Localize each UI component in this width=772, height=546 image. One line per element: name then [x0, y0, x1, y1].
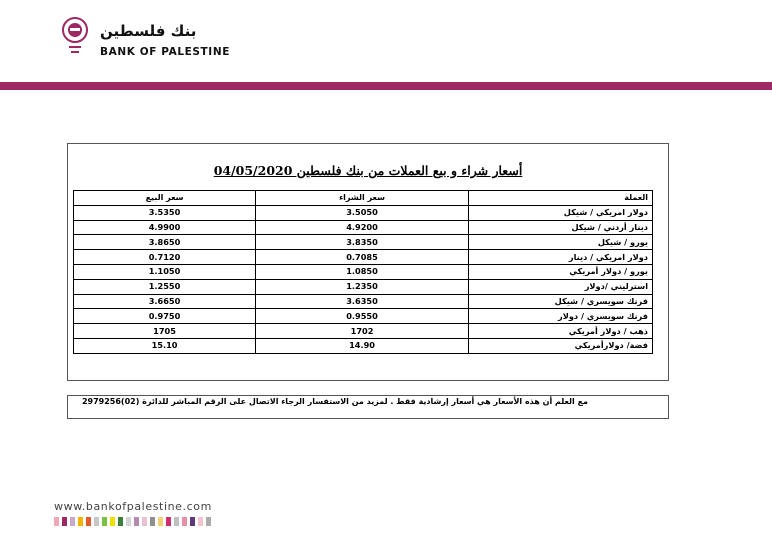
disclaimer-text: مع العلم أن هذه الأسعار هي أسعار إرشادية فقط . لمزيد من الاستفسار الرجاء الاتصال على الرقم المباشر للدائرة (02)2979256	[81, 397, 588, 406]
website-link[interactable]: www.bankofpalestine.com	[54, 500, 212, 513]
page-title	[68, 160, 668, 179]
color-stripe	[94, 517, 99, 526]
color-stripe	[182, 517, 187, 526]
buy-rate: 4.9200	[256, 220, 469, 235]
sell-rate: 1.1050	[74, 264, 256, 279]
currency-pair: يورو / شيكل	[469, 235, 653, 250]
table-row	[74, 250, 653, 265]
color-stripe	[78, 517, 83, 526]
sell-rate: 1.2550	[74, 279, 256, 294]
currency-pair: دينار أردني / شيكل	[469, 220, 653, 235]
color-stripe	[110, 517, 115, 526]
color-stripe	[150, 517, 155, 526]
sell-rate: 1705	[74, 324, 256, 339]
buy-rate: 3.6350	[256, 294, 469, 309]
logo-english-text: BANK OF PALESTINE	[100, 46, 230, 58]
color-stripes	[54, 517, 211, 526]
color-stripe	[62, 517, 67, 526]
table-row	[74, 294, 653, 309]
bank-logo	[60, 16, 230, 66]
currency-pair: فرنك سويسري / شيكل	[469, 294, 653, 309]
sell-rate: 0.7120	[74, 250, 256, 265]
rates-table	[73, 190, 653, 354]
sell-rate: 0.9750	[74, 309, 256, 324]
sell-rate: 3.5350	[74, 205, 256, 220]
currency-pair: فرنك سويسري / دولار	[469, 309, 653, 324]
color-stripe	[174, 517, 179, 526]
color-stripe	[70, 517, 75, 526]
table-row	[74, 338, 653, 353]
buy-rate: 0.7085	[256, 250, 469, 265]
color-stripe	[206, 517, 211, 526]
color-stripe	[158, 517, 163, 526]
color-stripe	[54, 517, 59, 526]
currency-pair: ذهب / دولار أمريكي	[469, 324, 653, 339]
logo-arabic-text: بنك فلسطين	[100, 22, 197, 40]
buy-rate: 1.2350	[256, 279, 469, 294]
buy-rate: 14.90	[256, 338, 469, 353]
header-currency: العملة	[469, 191, 653, 206]
table-row	[74, 235, 653, 250]
table-header-row	[74, 191, 653, 206]
buy-rate: 3.5050	[256, 205, 469, 220]
color-stripe	[198, 517, 203, 526]
color-stripe	[86, 517, 91, 526]
color-stripe	[118, 517, 123, 526]
table-row	[74, 279, 653, 294]
color-stripe	[166, 517, 171, 526]
rates-panel	[67, 143, 669, 381]
header-band	[0, 82, 772, 90]
color-stripe	[102, 517, 107, 526]
sell-rate: 3.8650	[74, 235, 256, 250]
buy-rate: 3.8350	[256, 235, 469, 250]
header-buy: سعر الشراء	[256, 191, 469, 206]
currency-pair: دولار امريكي / شيكل	[469, 205, 653, 220]
currency-pair: يورو / دولار أمريكي	[469, 264, 653, 279]
sell-rate: 3.6650	[74, 294, 256, 309]
currency-pair: دولار امريكي / دينار	[469, 250, 653, 265]
buy-rate: 1.0850	[256, 264, 469, 279]
color-stripe	[142, 517, 147, 526]
page-title-text: أسعار شراء و بيع العملات من بنك فلسطين 04/05/2020	[213, 163, 523, 178]
table-row	[74, 220, 653, 235]
color-stripe	[190, 517, 195, 526]
currency-pair: فضة/ دولارأمريكي	[469, 338, 653, 353]
table-row	[74, 264, 653, 279]
bank-seal-icon	[60, 16, 90, 66]
table-row	[74, 324, 653, 339]
disclaimer-note	[67, 395, 669, 419]
buy-rate: 0.9550	[256, 309, 469, 324]
currency-pair: استرليني /دولار	[469, 279, 653, 294]
header-sell: سعر البيع	[74, 191, 256, 206]
color-stripe	[134, 517, 139, 526]
sell-rate: 15.10	[74, 338, 256, 353]
table-row	[74, 309, 653, 324]
sell-rate: 4.9900	[74, 220, 256, 235]
table-row	[74, 205, 653, 220]
buy-rate: 1702	[256, 324, 469, 339]
color-stripe	[126, 517, 131, 526]
